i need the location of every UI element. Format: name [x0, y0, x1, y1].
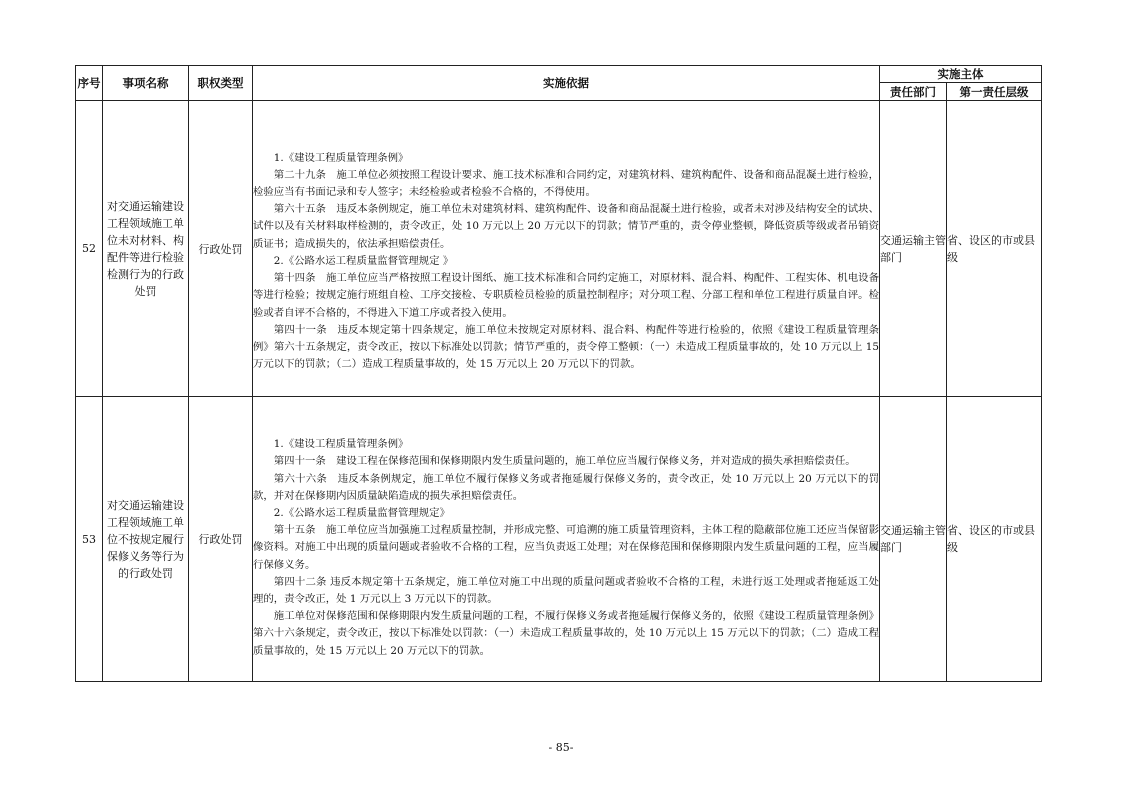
header-item-name: 事项名称: [103, 66, 189, 101]
authority-table: [75, 65, 1042, 682]
row-serial-number: 52: [76, 101, 103, 397]
basis-paragraph: 第六十六条 违反本条例规定，施工单位不履行保修义务或者拖延履行保修义务的，责令改正，处 10 万元以上 20 万元以下的罚款，并对在保修期内因质量缺陷造成的损失承担赔偿责任。: [253, 472, 879, 502]
basis-paragraph: 2.《公路水运工程质量监督管理规定》: [273, 506, 450, 519]
basis-paragraph: 第二十九条 施工单位必须按照工程设计要求、施工技术标准和合同约定，对建筑材料、建筑构配件、设备和商品混凝土进行检验，检验应当有书面记录和专人签字；未经检验或者检验不合格的，不得使用。: [253, 168, 879, 199]
row-responsible-department: 交通运输主管部门: [880, 101, 947, 397]
basis-paragraph: 第四十一条 建设工程在保修范围和保修期限内发生质量问题的，施工单位应当履行保修义务，并对造成的损失承担赔偿责任。: [273, 455, 856, 468]
row-responsible-level: 省、设区的市或县级: [947, 101, 1042, 397]
basis-paragraph: 第十五条 施工单位应当加强施工过程质量控制，并形成完整、可追溯的施工质量管理资料，主体工程的隐蔽部位施工还应当保留影像资料。对施工中出现的质量问题或者验收不合格的工程，应当负责返工处理；对在保修范围和保修期限内发生质量问题的工程，应当履行保修义务。: [253, 524, 879, 571]
row-legal-basis: [253, 397, 880, 682]
basis-paragraph: 1.《建设工程质量管理条例》: [273, 151, 409, 164]
row-item-name: 对交通运输建设工程领域施工单位不按规定履行保修义务等行为的行政处罚: [103, 397, 189, 682]
row-serial-number: 53: [76, 397, 103, 682]
page-number: - 85-: [548, 741, 574, 754]
table-row: [76, 101, 1042, 397]
row-authority-type: 行政处罚: [189, 101, 253, 397]
header-authority-type: 职权类型: [189, 66, 253, 101]
basis-paragraph: 第十四条 施工单位应当严格按照工程设计图纸、施工技术标准和合同约定施工，对原材料、混合料、构配件、工程实体、机电设备等进行检验；按规定施行班组自检、工序交接检、专职质检员检验的质量控制程序；对分项工程、分部工程和单位工程进行质量自评。检验或者自评不合格的，不得进入下道工序或者投入使用。: [253, 272, 879, 319]
header-responsible-department: 责任部门: [880, 83, 947, 101]
row-responsible-level: 省、设区的市或县级: [947, 397, 1042, 682]
basis-paragraph: 1.《建设工程质量管理条例》: [273, 438, 409, 451]
row-item-name: 对交通运输建设工程领域施工单位未对材料、构配件等进行检验检测行为的行政处罚: [103, 101, 189, 397]
header-serial-number: 序号: [76, 66, 103, 101]
basis-paragraph: 第四十二条 违反本规定第十五条规定，施工单位对施工中出现的质量问题或者验收不合格的工程，未进行返工处理或者拖延返工处理的，责令改正，处 1 万元以上 3 万元以下的罚款。: [253, 575, 879, 605]
row-legal-basis: [253, 101, 880, 397]
row-responsible-department: 交通运输主管部门: [880, 397, 947, 682]
basis-paragraph: 第六十五条 违反本条例规定，施工单位未对建筑材料、建筑构配件、设备和商品混凝土进行检验，或者未对涉及结构安全的试块、试件以及有关材料取样检测的，责令改正，处 10 万元以上 20 万元以下的罚款；情节严重的，责令停业整顿，降低资质等级或者吊销资质证书；造成损失的，依法承担赔偿责任。: [253, 203, 879, 250]
table-row: [76, 397, 1042, 682]
basis-paragraph: 2.《公路水运工程质量监督管理规定 》: [273, 254, 454, 267]
basis-paragraph: 施工单位对保修范围和保修期限内发生质量问题的工程，不履行保修义务或者拖延履行保修义务的，依照《建设工程质量管理条例》第六十六条规定，责令改正，按以下标准处以罚款：（一）未造成工程质量事故的，处 10 万元以上 15 万元以下的罚款；（二）造成工程质量事故的，处 15 万元以上 20 万元以下的罚款。: [253, 610, 879, 657]
header-first-responsible-level: 第一责任层级: [947, 83, 1042, 101]
basis-paragraph: 第四十一条 违反本规定第十四条规定，施工单位未按规定对原材料、混合料、构配件等进行检验的，依照《建设工程质量管理条例》第六十五条规定，责令改正，按以下标准处以罚款；情节严重的，责令停工整顿：（一）未造成工程质量事故的，处 10 万元以上 15 万元以下的罚款；（二）造成工程质量事故的，处 15 万元以上 20 万元以下的罚款。: [253, 323, 879, 371]
header-legal-basis: 实施依据: [253, 66, 880, 101]
row-authority-type: 行政处罚: [189, 397, 253, 682]
header-implementing-body: 实施主体: [880, 66, 1042, 83]
